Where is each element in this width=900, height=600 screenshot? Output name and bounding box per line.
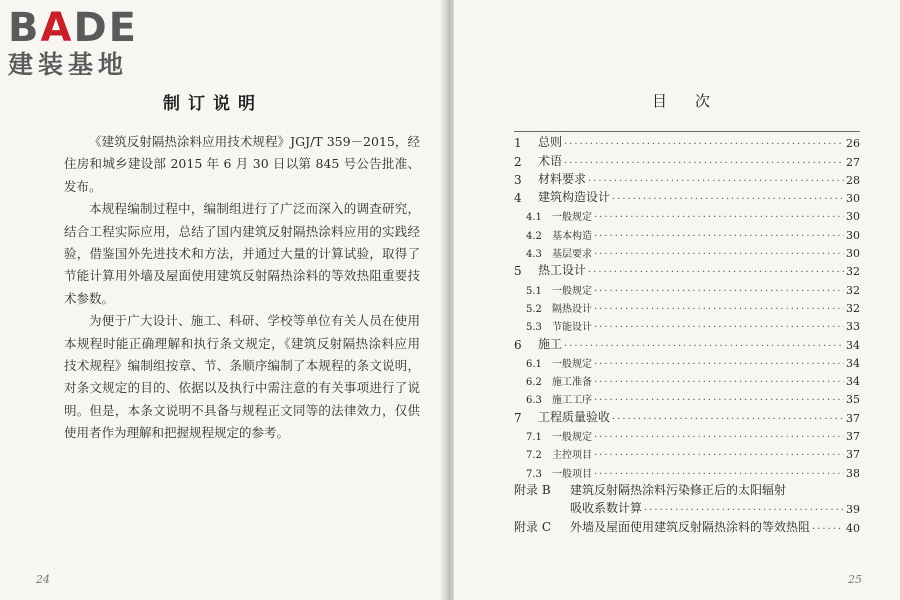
toc-appendix-c-page: 40 (846, 521, 860, 535)
toc-appendix-c-number: 附录 C (514, 519, 551, 534)
toc-entry-page: 30 (846, 210, 860, 224)
toc-entry-number: 3 (514, 172, 522, 187)
toc-entry[interactable] (514, 352, 860, 370)
toc-entry-label: 一般规定 (552, 285, 592, 297)
toc-entry-page: 35 (846, 393, 860, 407)
toc-leader-dots (564, 341, 844, 352)
toc-appendix-b-label-line2: 吸收系数计算 (570, 501, 643, 516)
toc-appendix-b-page: 39 (846, 503, 860, 517)
paragraph-2: 本规程编制过程中，编制组进行了广泛而深入的调查研究，结合工程实际应用，总结了国内建筑反射隔热涂料应用的实践经验，借鉴国外先进技术和方法，并通过大量的计算试验，取得了节能计算用外墙及屋面使用建筑反射隔热涂料的等效热阻重要技术参数。 (64, 201, 420, 306)
right-page-number: 25 (848, 573, 862, 586)
toc-entry-page: 33 (846, 320, 860, 334)
toc-entry[interactable] (514, 297, 860, 315)
toc-entry-page: 38 (846, 466, 860, 480)
toc-entry-page: 26 (846, 137, 860, 151)
toc-entry-number: 4.3 (526, 249, 542, 261)
toc-appendix-b-continued (514, 498, 860, 516)
toc-leader-dots (594, 359, 844, 370)
toc-leader-dots (594, 212, 844, 223)
toc-entry-page: 30 (846, 247, 860, 261)
toc-entry[interactable] (514, 132, 860, 150)
toc-entry[interactable] (514, 443, 860, 461)
toc-appendix-b-label-line1: 建筑反射隔热涂料污染修正后的太阳辐射 (570, 482, 787, 497)
toc-entry-number: 6.2 (526, 377, 542, 389)
toc-entry[interactable] (514, 150, 860, 168)
toc-entry-page: 32 (846, 301, 860, 315)
toc-entry-page: 28 (846, 173, 860, 187)
left-page-number: 24 (36, 573, 50, 586)
toc-entry-label: 建筑构造设计 (538, 190, 611, 205)
toc-leader-dots (594, 249, 844, 260)
toc-entry-number: 5.2 (526, 303, 542, 315)
toc-appendix-c[interactable] (514, 516, 860, 534)
toc-entry-label: 基本构造 (552, 230, 592, 242)
toc-entry-page: 32 (846, 283, 860, 297)
toc-entry-label: 一般规定 (552, 432, 592, 444)
toc-leader-dots (594, 377, 844, 388)
toc-entry-page: 34 (846, 375, 860, 389)
toc-entry-number: 4 (514, 191, 522, 206)
toc-leader-dots (594, 450, 844, 461)
paragraph-3: 为便于广大设计、施工、科研、学校等单位有关人员在使用本规程时能正确理解和执行条文规定，《建筑反射隔热涂料应用技术规程》编制组按章、节、条顺序编制了本规程的条文说明，对条文规定的目的、依据以及执行中需注意的有关事项进行了说明。但是，本条文说明不具备与规程正文同等的法律效力，仅供使用者作为理解和把握规程规定的参考。 (64, 313, 420, 441)
toc-leader-dots (594, 322, 844, 333)
toc-entry-label: 材料要求 (538, 171, 587, 186)
toc-leader-dots (588, 176, 844, 187)
toc-leader-dots (812, 524, 844, 535)
logo-word: BADE (8, 5, 138, 51)
toc-leader-dots (564, 139, 844, 150)
toc-leader-dots (594, 304, 844, 315)
toc-entry-label: 基层要求 (552, 249, 592, 261)
toc-entry-page: 27 (846, 155, 860, 169)
toc-entry[interactable] (514, 461, 860, 479)
toc-entry-label: 施工准备 (552, 377, 592, 389)
toc-entry-number: 4.1 (526, 212, 542, 224)
toc-entry-page: 34 (846, 338, 860, 352)
toc-entry-label: 热工设计 (538, 263, 587, 278)
toc-entry-label: 节能设计 (552, 322, 592, 334)
toc-entry-number: 4.2 (526, 230, 542, 242)
toc-leader-dots (594, 432, 844, 443)
toc-leader-dots (594, 231, 844, 242)
toc-entry[interactable] (514, 187, 860, 205)
toc-entry-label: 施工 (538, 336, 563, 351)
right-page (454, 0, 900, 600)
toc-entry-label: 总则 (538, 135, 563, 150)
toc-leader-dots (594, 286, 844, 297)
toc-leader-dots (644, 505, 844, 516)
toc-leader-dots (594, 469, 844, 480)
toc-entry-label: 一般规定 (552, 212, 592, 224)
explanation-text (64, 131, 420, 445)
toc-entry-page: 32 (846, 265, 860, 279)
toc-entry-number: 7.2 (526, 450, 542, 462)
left-page-title: 制订说明 (163, 94, 263, 114)
toc-entry[interactable] (514, 406, 860, 424)
toc-entry-label: 一般项目 (552, 468, 592, 480)
toc-leader-dots (564, 158, 844, 169)
toc-entry[interactable] (514, 333, 860, 351)
toc-entry[interactable] (514, 260, 860, 278)
toc-entry[interactable] (514, 425, 860, 443)
toc-entry-page: 37 (846, 411, 860, 425)
toc-leader-dots (612, 194, 844, 205)
toc-entry[interactable] (514, 223, 860, 241)
toc-entry-page: 30 (846, 228, 860, 242)
toc-entry-number: 1 (514, 136, 522, 151)
paragraph-1: 《建筑反射隔热涂料应用技术规程》JGJ/T 359－2015，经住房和城乡建设部 2015 年 6 月 30 日以第 845 号公告批准、发布。 (64, 134, 420, 194)
toc-entry[interactable] (514, 388, 860, 406)
logo-subtitle: 建装基地 (8, 50, 129, 79)
toc-entry-label: 一般规定 (552, 358, 592, 370)
table-of-contents (514, 131, 860, 535)
toc-leader-dots (588, 267, 844, 278)
toc-entry-number: 5.3 (526, 322, 542, 334)
toc-entry-page: 37 (846, 430, 860, 444)
toc-appendix-c-label: 外墙及屋面使用建筑反射隔热涂料的等效热阻 (570, 519, 811, 534)
toc-entry-page: 30 (846, 192, 860, 206)
toc-entry[interactable] (514, 169, 860, 187)
toc-entry-page: 37 (846, 448, 860, 462)
toc-entry-number: 7 (514, 410, 522, 425)
toc-entry[interactable] (514, 242, 860, 260)
toc-appendix-b-number: 附录 B (514, 482, 551, 497)
toc-entry[interactable] (514, 205, 860, 223)
toc-entry[interactable] (514, 315, 860, 333)
toc-entry-number: 7.3 (526, 468, 542, 480)
toc-entry-label: 术语 (538, 153, 563, 168)
toc-entry[interactable] (514, 278, 860, 296)
toc-entry-label: 工程质量验收 (538, 409, 611, 424)
toc-entry-number: 7.1 (526, 432, 542, 444)
toc-entry-number: 5.1 (526, 285, 542, 297)
toc-entry-number: 6.1 (526, 358, 542, 370)
toc-entry-label: 隔热设计 (552, 303, 592, 315)
toc-leader-dots (594, 395, 844, 406)
toc-entry-number: 6.3 (526, 395, 542, 407)
toc-entry-number: 6 (514, 337, 522, 352)
toc-leader-dots (612, 414, 844, 425)
toc-entry-label: 主控项目 (552, 450, 592, 462)
bade-logo (8, 6, 178, 80)
toc-title: 目次 (652, 92, 739, 110)
toc-entry-page: 34 (846, 356, 860, 370)
toc-entry-number: 5 (514, 264, 522, 279)
left-page (0, 0, 446, 600)
toc-entry[interactable] (514, 370, 860, 388)
toc-appendix-b[interactable] (514, 480, 860, 498)
toc-entry-number: 2 (514, 154, 522, 169)
toc-entry-label: 施工工序 (552, 395, 592, 407)
